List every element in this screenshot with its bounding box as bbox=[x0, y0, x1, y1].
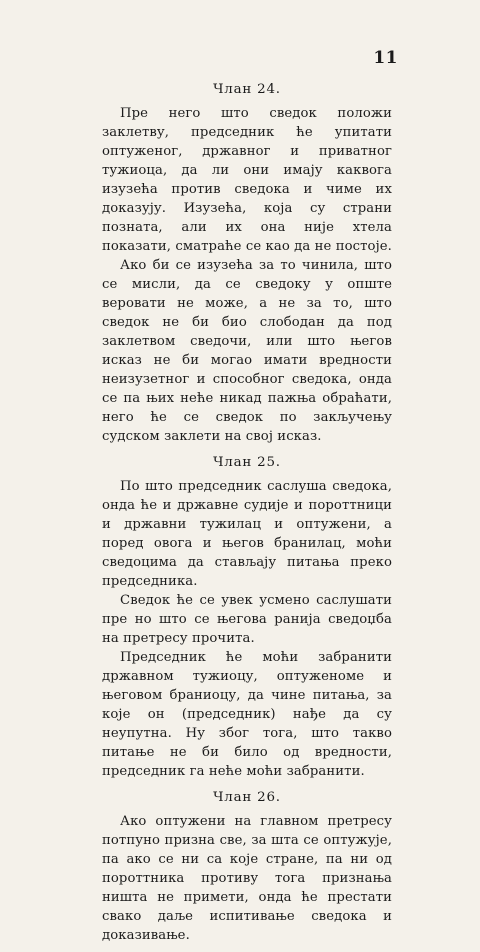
paragraph: Сведок ће се увек усмено саслушати пре но што се његова ранија сведоџба на претресу прочита. bbox=[102, 593, 392, 646]
paragraph: Ако би се изузећа за то чинила, што се мисли, да се сведоку у опште веровати не може, а не за то, што сведок не би био слободан да под заклетвом сведочи, или што његов исказ не би могао имати вредности неизузетног и способног сведока, онда се па њих неће никад пажња обраћати, него ће се сведок по закључењу судском заклети на свој исказ. bbox=[102, 258, 392, 444]
paragraph: Пре него што сведок положи заклетву, председник ће упитати оптуженог, државног и приватног тужиоца, да ли они имају каквога изузећа против сведока и чиме их доказују. Изузећа, која су страни позната, али их она није хтела показати, сматраће се као да не постоје. bbox=[102, 106, 392, 254]
article-26 bbox=[102, 788, 392, 945]
article-25 bbox=[102, 453, 392, 781]
paragraph: По што председник саслуша сведока, онда ће и државне судије и пороттници и државни тужилац и оптужени, а поред овога и његов бранилац, моћи сведоцима да стављају питања преко председника. bbox=[102, 479, 392, 589]
article-heading: Члан 25. bbox=[213, 455, 281, 470]
article-heading: Члан 24. bbox=[213, 82, 281, 97]
article-24 bbox=[102, 80, 392, 446]
page-number: 11 bbox=[373, 48, 398, 68]
article-heading: Члан 26. bbox=[213, 790, 281, 805]
paragraph: Ако оптужени на главном претресу потпуно призна све, за шта се оптужује, па ако се ни са које стране, па ни од пороттника противу тога признања ништа не примети, онда ће престати свако даље испитивање сведока и доказивање. bbox=[102, 814, 392, 943]
paragraph: Председник ће моћи забранити државном тужиоцу, оптуженоме и његовом браниоцу, да чине питања, за које он (председник) нађе да су неупутна. Ну због тога, што такво питање не би било од вредности, председник га неће моћи забранити. bbox=[102, 650, 392, 779]
document-body bbox=[102, 80, 392, 952]
